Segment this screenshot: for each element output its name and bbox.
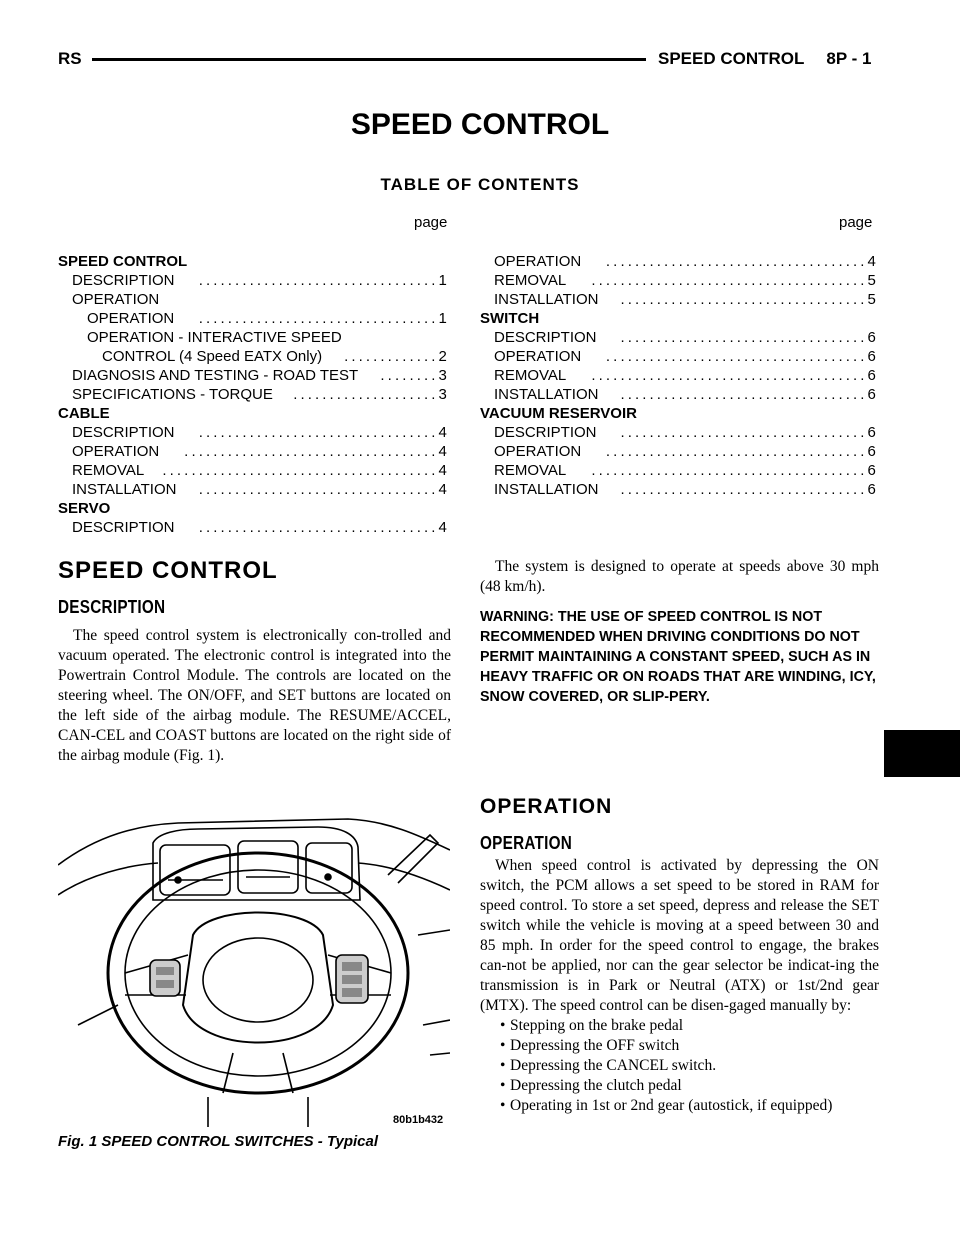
toc-entry-label: INSTALLATION [494, 481, 599, 498]
toc-page-label-left: page [414, 214, 448, 231]
list-item: • Depressing the clutch pedal [480, 1076, 879, 1096]
toc-entry [480, 271, 879, 290]
toc-dot-leader: ................................... [184, 443, 439, 460]
toc-dot-leader: ................................. [198, 481, 439, 498]
toc-entry-page [380, 366, 450, 385]
toc-page-number: 5 [867, 272, 879, 289]
toc-entry [58, 423, 450, 442]
toc-entry-label: CONTROL (4 Speed EATX Only) [102, 348, 323, 365]
figure-code: 80b1b432 [393, 1114, 444, 1126]
operation-subheading: OPERATION [480, 833, 573, 853]
toc-entry-label: DESCRIPTION [72, 424, 175, 441]
toc-entry [480, 328, 879, 347]
toc-dot-leader: .................................. [620, 291, 868, 308]
toc-page-number: 4 [438, 519, 450, 536]
toc-entry-label: REMOVAL [494, 367, 567, 384]
toc-dot-leader: .................................. [620, 424, 868, 441]
toc-entry-label: INSTALLATION [494, 386, 599, 403]
toc-section-heading [480, 404, 879, 423]
toc-entry [480, 366, 879, 385]
toc-page-number: 6 [867, 462, 879, 479]
toc-entry-page [591, 366, 879, 385]
toc-entry-page [344, 347, 450, 366]
header-title: SPEED CONTROL [658, 49, 805, 68]
header-section-code: RS [58, 49, 82, 68]
toc-entry-page [620, 290, 879, 309]
toc-entry [480, 442, 879, 461]
toc-entry [480, 423, 879, 442]
toc-entry [58, 385, 450, 404]
toc-dot-leader: .................................... [605, 253, 868, 270]
toc-entry-label: OPERATION [72, 443, 160, 460]
toc-dot-leader: .................................... [605, 348, 868, 365]
description-heading: DESCRIPTION [58, 597, 166, 617]
toc-page-number: 4 [438, 424, 450, 441]
section-title: SPEED CONTROL [58, 557, 278, 584]
toc-dot-leader: ................................. [198, 519, 439, 536]
toc-entry [58, 328, 450, 347]
toc-entry-page [199, 309, 450, 328]
toc-entry-page [199, 271, 450, 290]
toc-entry [58, 290, 450, 309]
toc-entry [58, 442, 450, 461]
operation-paragraph: When speed control is activated by depressing the ON switch, the PCM allows a set speed to be stored in RAM for speed control. To store a set speed, depress and release the SET switch while the vehicle is moving at a speed between 30 and 85 mph. In order for the speed control to engage, the brakes can-not be applied, nor can the gear selector be indicat-ing the transmission is in Park or Neutral (ATX) or 1st/2nd gear (MTX). The speed control can be disen-gaged manually by: [480, 857, 879, 1014]
toc-entry-label: OPERATION [72, 291, 160, 308]
steering-wheel-figure [58, 805, 450, 1127]
toc-left-column [58, 252, 450, 537]
toc-dot-leader: ...................................... [591, 367, 868, 384]
toc-page-label-right: page [839, 214, 873, 231]
header-right [658, 49, 871, 69]
toc-entry-page [293, 385, 450, 404]
list-item: • Depressing the OFF switch [480, 1036, 879, 1056]
toc-entry [58, 480, 450, 499]
toc-entry-page [162, 461, 450, 480]
disengage-list [480, 1016, 879, 1116]
toc-entry [480, 347, 879, 366]
toc-entry-label: INSTALLATION [72, 481, 177, 498]
toc-page-number: 1 [438, 272, 450, 289]
warning-paragraph: WARNING: THE USE OF SPEED CONTROL IS NOT RECOMMENDED WHEN DRIVING CONDITIONS DO NOT PERMIT MAINTAINING A CONSTANT SPEED, SUCH AS IN HEAVY TRAFFIC OR ON ROADS THAT ARE WINDING, ICY, SNOW COVERED, OR SLIP-PERY. [480, 609, 876, 705]
description-paragraph: The speed control system is electronically con-trolled and vacuum operated. The electronic control is integrated into the Powertrain Control Module. The controls are located on the steering wheel. The ON/OFF, and SET buttons are located on the left side of the airbag module. The RESUME/ACCEL, CAN-CEL and COAST buttons are located on the right side of the airbag module (Fig. 1). [58, 627, 451, 764]
toc-page-number: 6 [867, 329, 879, 346]
toc-entry-page [199, 518, 450, 537]
toc-entry-label: SERVO [58, 500, 111, 517]
list-item: • Stepping on the brake pedal [480, 1016, 879, 1036]
toc-entry-label: SWITCH [480, 310, 540, 327]
toc-section-heading [58, 404, 450, 423]
toc-entry-label: REMOVAL [494, 272, 567, 289]
toc-entry-label: DESCRIPTION [494, 329, 597, 346]
toc-page-number: 6 [867, 386, 879, 403]
toc-entry-label: VACUUM RESERVOIR [480, 405, 637, 422]
toc-entry-page [591, 461, 879, 480]
toc-dot-leader: ...................................... [591, 462, 868, 479]
toc-dot-leader: ...................................... [162, 462, 439, 479]
toc-page-number: 4 [438, 481, 450, 498]
operation-section-title: OPERATION [480, 795, 613, 818]
toc-entry [58, 518, 450, 537]
toc-page-number: 6 [867, 443, 879, 460]
toc-page-number: 6 [867, 348, 879, 365]
toc-entry-label: OPERATION [494, 253, 582, 270]
toc-entry [58, 271, 450, 290]
header-rule [92, 58, 646, 61]
section-tab-marker [884, 730, 960, 777]
toc-entry [480, 252, 879, 271]
list-item: • Depressing the CANCEL switch. [480, 1056, 879, 1076]
toc-entry-page [620, 423, 879, 442]
toc-entry-label: DIAGNOSIS AND TESTING - ROAD TEST [72, 367, 359, 384]
toc-page-number: 3 [438, 367, 450, 384]
list-item: • Operating in 1st or 2nd gear (autostick, if equipped) [480, 1096, 879, 1116]
toc-entry-page [199, 423, 450, 442]
toc-page-number: 4 [438, 443, 450, 460]
toc-entry-page [184, 442, 450, 461]
toc-right-column [480, 252, 879, 499]
toc-entry-page [591, 271, 879, 290]
toc-entry [480, 480, 879, 499]
toc-entry-page [606, 347, 879, 366]
toc-entry-page [606, 252, 879, 271]
toc-entry [58, 461, 450, 480]
toc-entry [480, 290, 879, 309]
toc-dot-leader: .................................... [605, 443, 868, 460]
toc-entry [58, 309, 450, 328]
toc-page-number: 4 [438, 462, 450, 479]
toc-page-number: 4 [867, 253, 879, 270]
toc-dot-leader: ...................................... [591, 272, 868, 289]
toc-entry-label: DESCRIPTION [494, 424, 597, 441]
page-title: SPEED CONTROL [350, 108, 610, 141]
toc-entry [58, 347, 450, 366]
toc-entry-label: OPERATION - INTERACTIVE SPEED [87, 329, 342, 346]
toc-dot-leader: ................................. [198, 424, 439, 441]
toc-dot-leader: ............. [344, 348, 439, 365]
toc-page-number: 3 [438, 386, 450, 403]
toc-dot-leader: .................................. [620, 329, 868, 346]
toc-page-number: 1 [438, 310, 450, 327]
toc-dot-leader: .................................. [620, 481, 868, 498]
toc-entry [480, 461, 879, 480]
toc-entry-label: SPECIFICATIONS - TORQUE [72, 386, 273, 403]
toc-entry-label: SPEED CONTROL [58, 253, 188, 270]
toc-entry-label: OPERATION [494, 443, 582, 460]
toc-entry-label: OPERATION [87, 310, 175, 327]
toc-section-heading [58, 499, 450, 518]
toc-page-number: 6 [867, 424, 879, 441]
toc-entry-label: REMOVAL [72, 462, 145, 479]
toc-heading: TABLE OF CONTENTS [380, 175, 580, 194]
toc-entry-page [620, 480, 879, 499]
figure-caption: Fig. 1 SPEED CONTROL SWITCHES - Typical [58, 1133, 379, 1150]
toc-entry-label: CABLE [58, 405, 110, 422]
toc-section-heading [58, 252, 450, 271]
toc-entry-label: INSTALLATION [494, 291, 599, 308]
toc-entry-label: REMOVAL [494, 462, 567, 479]
toc-entry-page [620, 385, 879, 404]
toc-page-number: 2 [438, 348, 450, 365]
toc-entry-label: DESCRIPTION [72, 272, 175, 289]
toc-page-number: 5 [867, 291, 879, 308]
toc-entry-label: OPERATION [494, 348, 582, 365]
toc-section-heading [480, 309, 879, 328]
toc-dot-leader: .................................. [620, 386, 868, 403]
toc-page-number: 6 [867, 481, 879, 498]
toc-entry [480, 385, 879, 404]
header-page-number: 8P - 1 [826, 49, 872, 68]
toc-dot-leader: ................................. [198, 272, 439, 289]
toc-page-number: 6 [867, 367, 879, 384]
toc-dot-leader: ................................. [198, 310, 439, 327]
toc-entry-page [606, 442, 879, 461]
toc-entry-page [620, 328, 879, 347]
toc-entry [58, 366, 450, 385]
toc-dot-leader: .................... [293, 386, 439, 403]
toc-entry-label: DESCRIPTION [72, 519, 175, 536]
toc-entry-page [199, 480, 450, 499]
toc-dot-leader: ........ [380, 367, 439, 384]
speeds-paragraph: The system is designed to operate at speeds above 30 mph (48 km/h). [480, 558, 879, 595]
